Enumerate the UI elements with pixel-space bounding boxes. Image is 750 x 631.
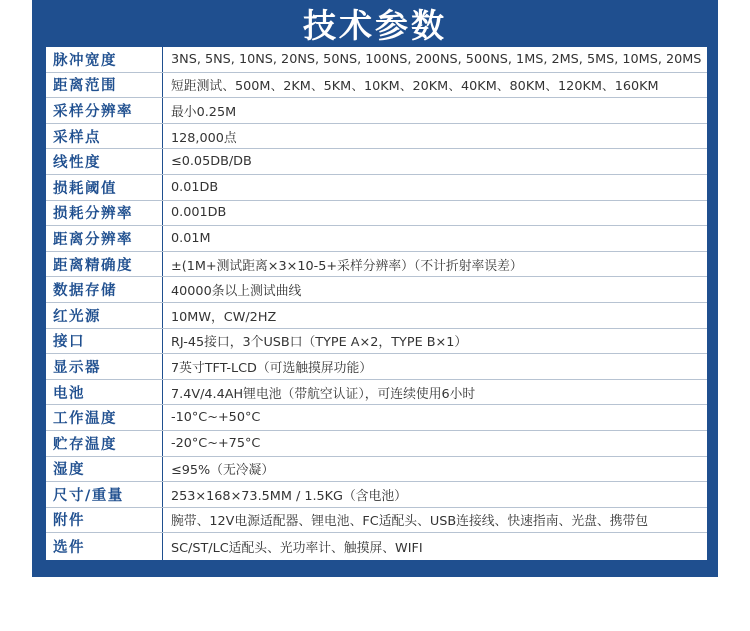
row-label: 距离范围: [46, 73, 163, 98]
row-value: 10MW，CW/2HZ: [171, 309, 277, 325]
row-value: 短距测试、500M、2KM、5KM、10KM、20KM、40KM、80KM、120KM、160KM: [171, 79, 659, 95]
spec-card: [32, 0, 718, 577]
spec-table: [45, 46, 708, 561]
row-label: 工作温度: [46, 405, 163, 430]
table-row: [46, 252, 707, 278]
table-row: [46, 329, 707, 355]
row-value: -20°C~+75°C: [171, 435, 261, 451]
table-row: [46, 457, 707, 483]
table-row: [46, 201, 707, 227]
table-row: [46, 380, 707, 406]
row-label: 湿度: [46, 457, 163, 482]
row-label: 选件: [46, 533, 163, 560]
row-label: 电池: [46, 380, 163, 405]
table-row: [46, 405, 707, 431]
table-row: [46, 124, 707, 150]
row-value: 128,000点: [171, 130, 237, 146]
row-value: ≤95%（无冷凝）: [171, 463, 275, 479]
row-value: 253×168×73.5MM / 1.5KG（含电池）: [171, 488, 407, 504]
table-row: [46, 226, 707, 252]
row-value: 0.01DB: [171, 179, 219, 195]
row-label: 数据存储: [46, 277, 163, 302]
table-row: [46, 508, 707, 534]
row-value: 0.01M: [171, 230, 211, 246]
row-value: 0.001DB: [171, 205, 227, 221]
row-label: 采样点: [46, 124, 163, 149]
table-row: [46, 98, 707, 124]
row-value: SC/ST/LC适配头、光功率计、触摸屏、WIFI: [171, 541, 423, 557]
row-value: 腕带、12V电源适配器、锂电池、FC适配头、USB连接线、快速指南、光盘、携带包: [171, 514, 649, 530]
row-label: 距离精确度: [46, 252, 163, 277]
table-row: [46, 354, 707, 380]
table-row: [46, 73, 707, 99]
row-value: -10°C~+50°C: [171, 410, 261, 426]
row-label: 尺寸/重量: [46, 482, 163, 507]
table-row: [46, 277, 707, 303]
row-value: 3NS, 5NS, 10NS, 20NS, 50NS, 100NS, 200NS, 500NS, 1MS, 2MS, 5MS, 10MS, 20MS: [171, 51, 702, 67]
row-label: 接口: [46, 329, 163, 354]
row-label: 线性度: [46, 149, 163, 174]
row-label: 距离分辨率: [46, 226, 163, 251]
row-value: ±(1M+测试距离×3×10-5+采样分辨率）（不计折射率误差）: [171, 258, 523, 274]
row-label: 损耗阈值: [46, 175, 163, 200]
row-value: ≤0.05DB/DB: [171, 154, 252, 170]
row-value: 最小0.25M: [171, 104, 237, 120]
row-label: 损耗分辨率: [46, 201, 163, 226]
row-label: 附件: [46, 508, 163, 533]
table-row: [46, 482, 707, 508]
row-label: 贮存温度: [46, 431, 163, 456]
row-value: 40000条以上测试曲线: [171, 284, 302, 300]
table-row: [46, 533, 707, 560]
table-row: [46, 303, 707, 329]
row-value: 7.4V/4.4AH锂电池（带航空认证），可连续使用6小时: [171, 386, 476, 402]
row-value: RJ-45接口，3个USB口（TYPE A×2，TYPE B×1）: [171, 335, 468, 351]
row-label: 采样分辨率: [46, 98, 163, 123]
table-row: [46, 431, 707, 457]
table-row: [46, 47, 707, 73]
table-row: [46, 175, 707, 201]
row-value: 7英寸TFT-LCD（可选触摸屏功能）: [171, 360, 373, 376]
row-label: 红光源: [46, 303, 163, 328]
row-label: 脉冲宽度: [46, 47, 163, 72]
table-row: [46, 149, 707, 175]
page-title: 技术参数: [303, 5, 447, 45]
row-label: 显示器: [46, 354, 163, 379]
